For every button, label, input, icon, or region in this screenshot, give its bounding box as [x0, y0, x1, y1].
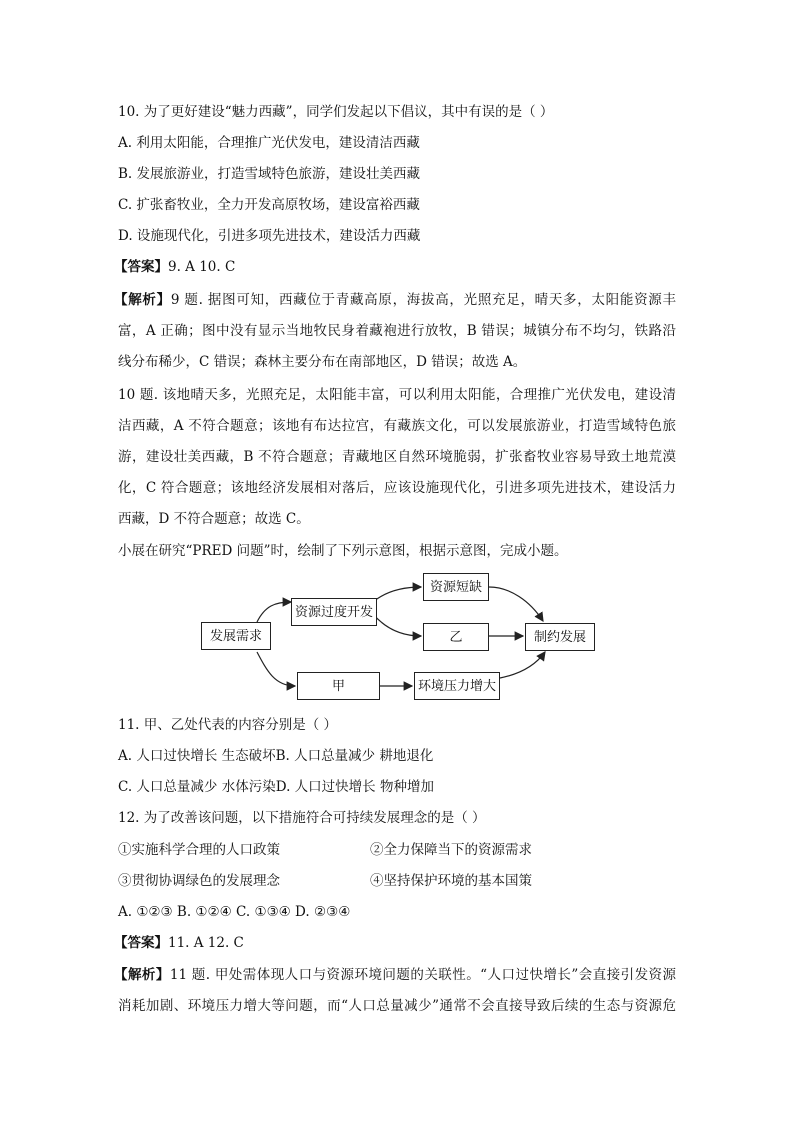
analysis-10-line-2: 洁西藏，A 不符合题意；该地有布达拉宫，有藏族文化，可以发展旅游业，打造雪域特色旅 [118, 418, 676, 434]
diagram-intro: 小展在研究“PRED 问题”时，绘制了下列示意图，根据示意图，完成小题。 [118, 543, 568, 559]
analysis-10-line-4: 化，C 符合题意；该地经济发展相对落后，应该设施现代化，引进多项先进技术，建设活力 [118, 480, 676, 496]
q10-option-d: D. 设施现代化，引进多项先进技术，建设活力西藏 [118, 228, 421, 244]
answer-block-2 [114, 933, 244, 953]
node-environmental-pressure: 环境压力增大 [414, 672, 500, 700]
arrow-shortage-constraint [489, 587, 543, 621]
q12-item-1: ①实施科学合理的人口政策 [118, 842, 280, 858]
analysis-10-line-1: 10 题. 该地晴天多，光照充足，太阳能丰富，可以利用太阳能，合理推广光伏发电，建设清 [118, 387, 676, 403]
answer-tag: 【答案】 [114, 935, 168, 951]
pred-diagram [195, 566, 605, 716]
answer-block-1 [114, 257, 235, 277]
node-constrain-development: 制约发展 [525, 623, 595, 651]
node-resource-shortage: 资源短缺 [423, 573, 489, 601]
answer-text: 9. A 10. C [168, 259, 236, 275]
analysis-9-line-3: 线分布稀少，C 错误；森林主要分布在南部地区，D 错误；故选 A。 [118, 354, 527, 370]
q10-option-b: B. 发展旅游业，打造雪域特色旅游，建设壮美西藏 [118, 166, 421, 182]
question-12-stem: 12. 为了改善该问题，以下措施符合可持续发展理念的是（ ） [118, 810, 486, 826]
analysis-tag: 【解析】 [114, 967, 170, 983]
node-development-demand: 发展需求 [201, 622, 271, 650]
q10-option-c: C. 扩张畜牧业，全力开发高原牧场，建设富裕西藏 [118, 197, 420, 213]
analysis-9-line-2: 富，A 正确；图中没有显示当地牧民身着藏袍进行放牧，B 错误；城镇分布不均匀，铁路沿 [118, 323, 676, 339]
answer-text: 11. A 12. C [168, 935, 244, 951]
arrow-overdev-yi [373, 614, 421, 636]
analysis-10-line-5: 西藏，D 不符合题意；故选 C。 [118, 511, 310, 527]
question-10-stem: 10. 为了更好建设“魅力西藏”，同学们发起以下倡议，其中有误的是（ ） [118, 104, 554, 120]
node-over-development: 资源过度开发 [291, 598, 377, 626]
analysis-11-line-1 [114, 965, 676, 985]
arrow-overdev-shortage [373, 587, 421, 602]
analysis-tag: 【解析】 [114, 292, 171, 308]
question-11-stem: 11. 甲、乙处代表的内容分别是（ ） [118, 717, 338, 733]
analysis-11-text: 11 题. 甲处需体现人口与资源环境问题的关联性。“人口过快增长”会直接引发资源 [169, 967, 677, 983]
analysis-9-line-1 [114, 290, 676, 310]
q11-options-row-2: C. 人口总量减少 水体污染D. 人口过快增长 物种增加 [118, 779, 434, 795]
analysis-9-text: 9 题. 据图可知，西藏位于青藏高原，海拔高，光照充足，晴天多，太阳能资源丰 [170, 292, 676, 308]
q12-choices: A. ①②③ B. ①②④ C. ①③④ D. ②③④ [118, 904, 351, 920]
arrow-pressure-constraint [500, 652, 545, 678]
q12-item-3: ③贯彻协调绿色的发展理念 [118, 873, 280, 889]
arrow-demand-overdev [257, 602, 291, 622]
q12-item-4: ④坚持保护环境的基本国策 [370, 873, 532, 889]
answer-tag: 【答案】 [114, 259, 168, 275]
arrow-demand-jia [257, 652, 295, 686]
node-jia: 甲 [297, 672, 380, 700]
analysis-10-line-3: 游，建设壮美西藏，B 不符合题意；青藏地区自然环境脆弱，扩张畜牧业容易导致土地荒漠 [118, 449, 676, 465]
q12-item-2: ②全力保障当下的资源需求 [370, 842, 532, 858]
node-yi: 乙 [423, 623, 489, 651]
q10-option-a: A. 利用太阳能，合理推广光伏发电，建设清洁西藏 [118, 135, 420, 151]
analysis-11-line-2: 消耗加剧、环境压力增大等问题，而“人口总量减少”通常不会直接导致后续的生态与资源危 [118, 998, 676, 1014]
q11-options-row-1: A. 人口过快增长 生态破坏B. 人口总量减少 耕地退化 [118, 748, 434, 764]
